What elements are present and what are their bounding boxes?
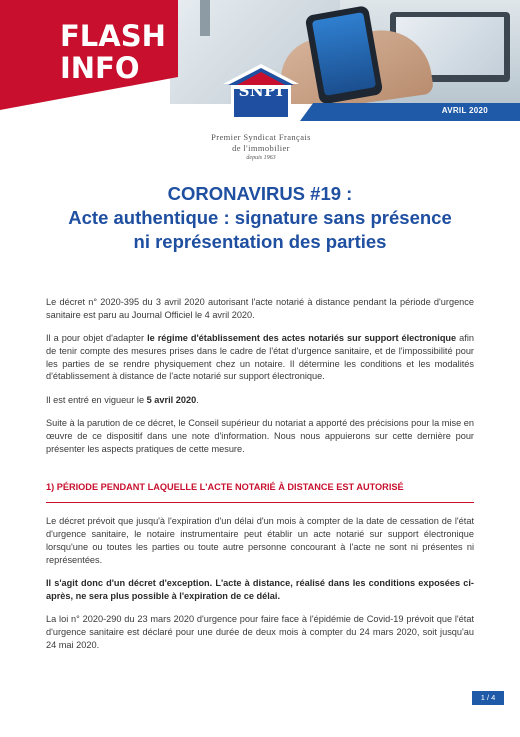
issue-date: AVRIL 2020	[441, 106, 488, 115]
title-line-2: Acte authentique : signature sans présence	[68, 207, 452, 228]
paragraph-law: La loi n° 2020-290 du 23 mars 2020 d'urgence pour faire face à l'épidémie de Covid-19 prévoit que l'état d'urgence sanitaire est déclaré pour une durée de deux mois à compter du 24 mars 2020, soit jusqu'au 24 mai 2020.	[46, 614, 474, 650]
paragraph-purpose	[46, 332, 474, 383]
purpose-text-end: afin de tenir compte des mesures prises dans le cadre de l'état d'urgence sanitaire, et de l'impossibilité pour les parties de se rendre physiquement chez un notaire. Il détermine les conditions et les modalités d'établissement à distance de l'acte notarié sur support électronique.	[46, 333, 474, 382]
tagline-line-1: Premier Syndicat Français	[211, 132, 311, 142]
tagline-line-3: depuis 1963	[246, 155, 276, 161]
tagline	[170, 132, 352, 163]
title-line-1: CORONAVIRUS #19 :	[167, 183, 353, 204]
paragraph-exception: Il s'agit donc d'un décret d'exception. L'acte à distance, réalisé dans les conditions exposées ci-après, ne sera plus possible à l'expiration de ce délai.	[46, 577, 474, 601]
purpose-emphasis: le régime d'établissement des actes notariés sur support électronique	[147, 333, 457, 344]
page-title	[30, 182, 490, 254]
effective-text-start: Il est entré en vigueur le	[46, 394, 147, 405]
purpose-text-start: Il a pour objet d'adapter	[46, 333, 148, 344]
effective-text-end: .	[196, 394, 199, 405]
logo-text: SNPI	[238, 82, 284, 100]
effective-date: 5 avril 2020	[146, 394, 197, 405]
flash-info-label	[60, 20, 166, 84]
paragraph-csn-note: Suite à la parution de ce décret, le Conseil supérieur du notariat a apporté des précisions pour la mise en œuvre de ce dispositif dans une note d'information. Nous nous appuierons sur cette dernière pour présenter les aspects pratiques de cette mesure.	[46, 418, 474, 454]
page-number: 1 / 4	[472, 691, 504, 705]
flash-line-2: INFO	[60, 51, 140, 85]
tagline-line-2: de l'immobilier	[232, 143, 290, 153]
paragraph-effective-date	[46, 394, 474, 407]
paragraph-decree: Le décret n° 2020-395 du 3 avril 2020 autorisant l'acte notarié à distance pendant la période d'urgence sanitaire est paru au Journal Officiel le 4 avril 2020.	[46, 297, 474, 320]
paragraph-period: Le décret prévoit que jusqu'à l'expiration d'un délai d'un mois à compter de la date de cessation de l'état d'urgence sanitaire, le notaire instrumentaire peut établir un acte notarié sur support électronique lorsqu'une ou toutes les parties ou toute autre personne concourant à l'acte ne sont ni présentes ni représentées.	[46, 516, 474, 565]
section-1-title: 1) PÉRIODE PENDANT LAQUELLE L'ACTE NOTARIÉ À DISTANCE EST AUTORISÉ	[46, 482, 404, 493]
flash-line-1: FLASH	[60, 19, 166, 53]
section-divider	[46, 502, 474, 503]
title-line-3: ni représentation des parties	[133, 231, 387, 252]
article-body	[46, 296, 474, 662]
